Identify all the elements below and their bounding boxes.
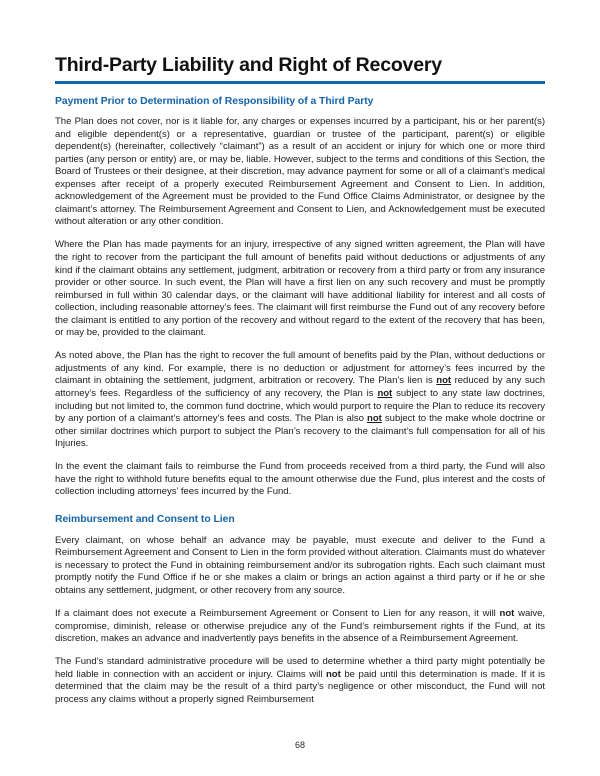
text-fragment: subject to any state law doctrines, including but not limited to, the common fund doctrine, which would purport to require the Plan to reduce its recovery by any portion of a claimant’s attorney’s fees and costs. The Plan is also (55, 387, 545, 425)
paragraph-where-plan-made-payments: Where the Plan has made payments for an injury, irrespective of any signed written agreement, the Plan will have the right to recover from the participant the full amount of benefits paid without deductions or adjustments of any kind if the claimant obtains any settlement, judgment, arbitration or recovery from a third party or from any insurance provider or other source. In such event, the Plan will have a first lien on any such recovery and must be promptly reimbursed in full within 30 calendar days, or the claimant will have additional liability for interest and all costs of collection, including reasonable attorney’s fees. The claimant will first reimburse the Fund out of any recovery before the claimant is entitled to any portion of the recovery and without regard to the extent of the recovery that has been, or may be, provided to the claimant. (55, 239, 545, 339)
emphasis-not: not (377, 387, 393, 399)
text-fragment: The Fund’s standard administrative procedure will be used to determine whether a third party might potentially be held liable in connection with an accident or injury. Claims will (55, 656, 545, 680)
text-fragment: waive, compromise, diminish, release or otherwise prejudice any of the Fund’s reimbursement rights if the Fund, at its discretion, makes an advance and inadvertently pays benefits in the absence of a Reimbursement Agreement. (55, 608, 546, 645)
section-heading-payment-prior: Payment Prior to Determination of Responsibility of a Third Party (55, 96, 374, 108)
paragraph-plan-does-not-cover: The Plan does not cover, nor is it liable for, any charges or expenses incurred by a participant, his or her parent(s) and eligible dependent(s) or a representative, guardian or trustee of the participant, parent(s) or eligible dependent(s) (hereinafter, collectively “claimant”) as a result of an accident or injury for which one or more third parties (any person or entity) are, or may be, liable. However, subject to the terms and conditions of this Section, the Board of Trustees or their designee, at their discretion, may advance payment for some or all of a claimant’s medical expenses after receipt of a properly executed Reimbursement Agreement and Consent to Lien. In addition, acknowledgement of the Agreement must be provided to the Fund Office Claims Administrator, or designee by the claimant’s attorney. The Reimbursement Agreement and Consent to Lien, and Acknowledgement must be executed without alteration or any other condition. (55, 116, 545, 228)
text-fragment: If a claimant does not execute a Reimbursement Agreement or Consent to Lien for any reason, it will (55, 608, 500, 620)
paragraph-fund-standard-procedure (55, 656, 545, 706)
emphasis-not: not (436, 375, 452, 387)
paragraph-if-claimant-does-not-execute (55, 608, 545, 646)
paragraph-in-the-event-claimant-fails: In the event the claimant fails to reimburse the Fund from proceeds received from a third party, the Fund will also have the right to withhold future benefits equal to the amount otherwise due the Fund, plus interest and the costs of collection including attorneys’ fees incurred by the Fund. (55, 461, 545, 498)
page-number-footer: 68 (294, 740, 305, 750)
emphasis-not: not (499, 608, 515, 620)
page-title: Third-Party Liability and Right of Recovery (55, 54, 442, 76)
emphasis-not: not (326, 668, 341, 680)
text-fragment: reduced by any such attorney’s fees. Regardless of the sufficiency of any recovery, the Plan is (55, 375, 545, 399)
text-fragment: As noted above, the Plan has the right to recover the full amount of benefits paid by the Plan, without deductions or adjustments of any kind. For example, there is no deduction or adjustment for attorney’s fees incurred by the claimant in obtaining the settlement, judgment, arbitration or recovery. The Plan’s lien is (55, 350, 545, 387)
title-underline-rule (55, 81, 545, 84)
emphasis-not: not (367, 413, 382, 425)
paragraph-as-noted-above (55, 350, 545, 450)
section-heading-reimbursement-consent: Reimbursement and Consent to Lien (55, 513, 235, 525)
paragraph-every-claimant: Every claimant, on whose behalf an advance may be payable, must execute and deliver to the Fund a Reimbursement Agreement and Consent to Lien in the form provided without alteration. Claimants must do whatever is necessary to protect the Fund in obtaining reimbursement and/or its subrogation rights. Each such claimant must promptly notify the Fund Office if he or she makes a claim or brings an action against a third party or if he or she obtains any settlement, judgment, or other recovery from any source. (55, 534, 545, 597)
text-fragment: be paid until this determination is made. If it is determined that the claim may be the result of a third party’s negligence or other misconduct, the Fund will not process any claims without a properly signed Reimbursement (55, 668, 545, 705)
text-fragment: subject to the make whole doctrine or other similar doctrines which purport to subject the Plan’s recovery to the claimant’s full compensation for all of his Injuries. (55, 413, 545, 450)
